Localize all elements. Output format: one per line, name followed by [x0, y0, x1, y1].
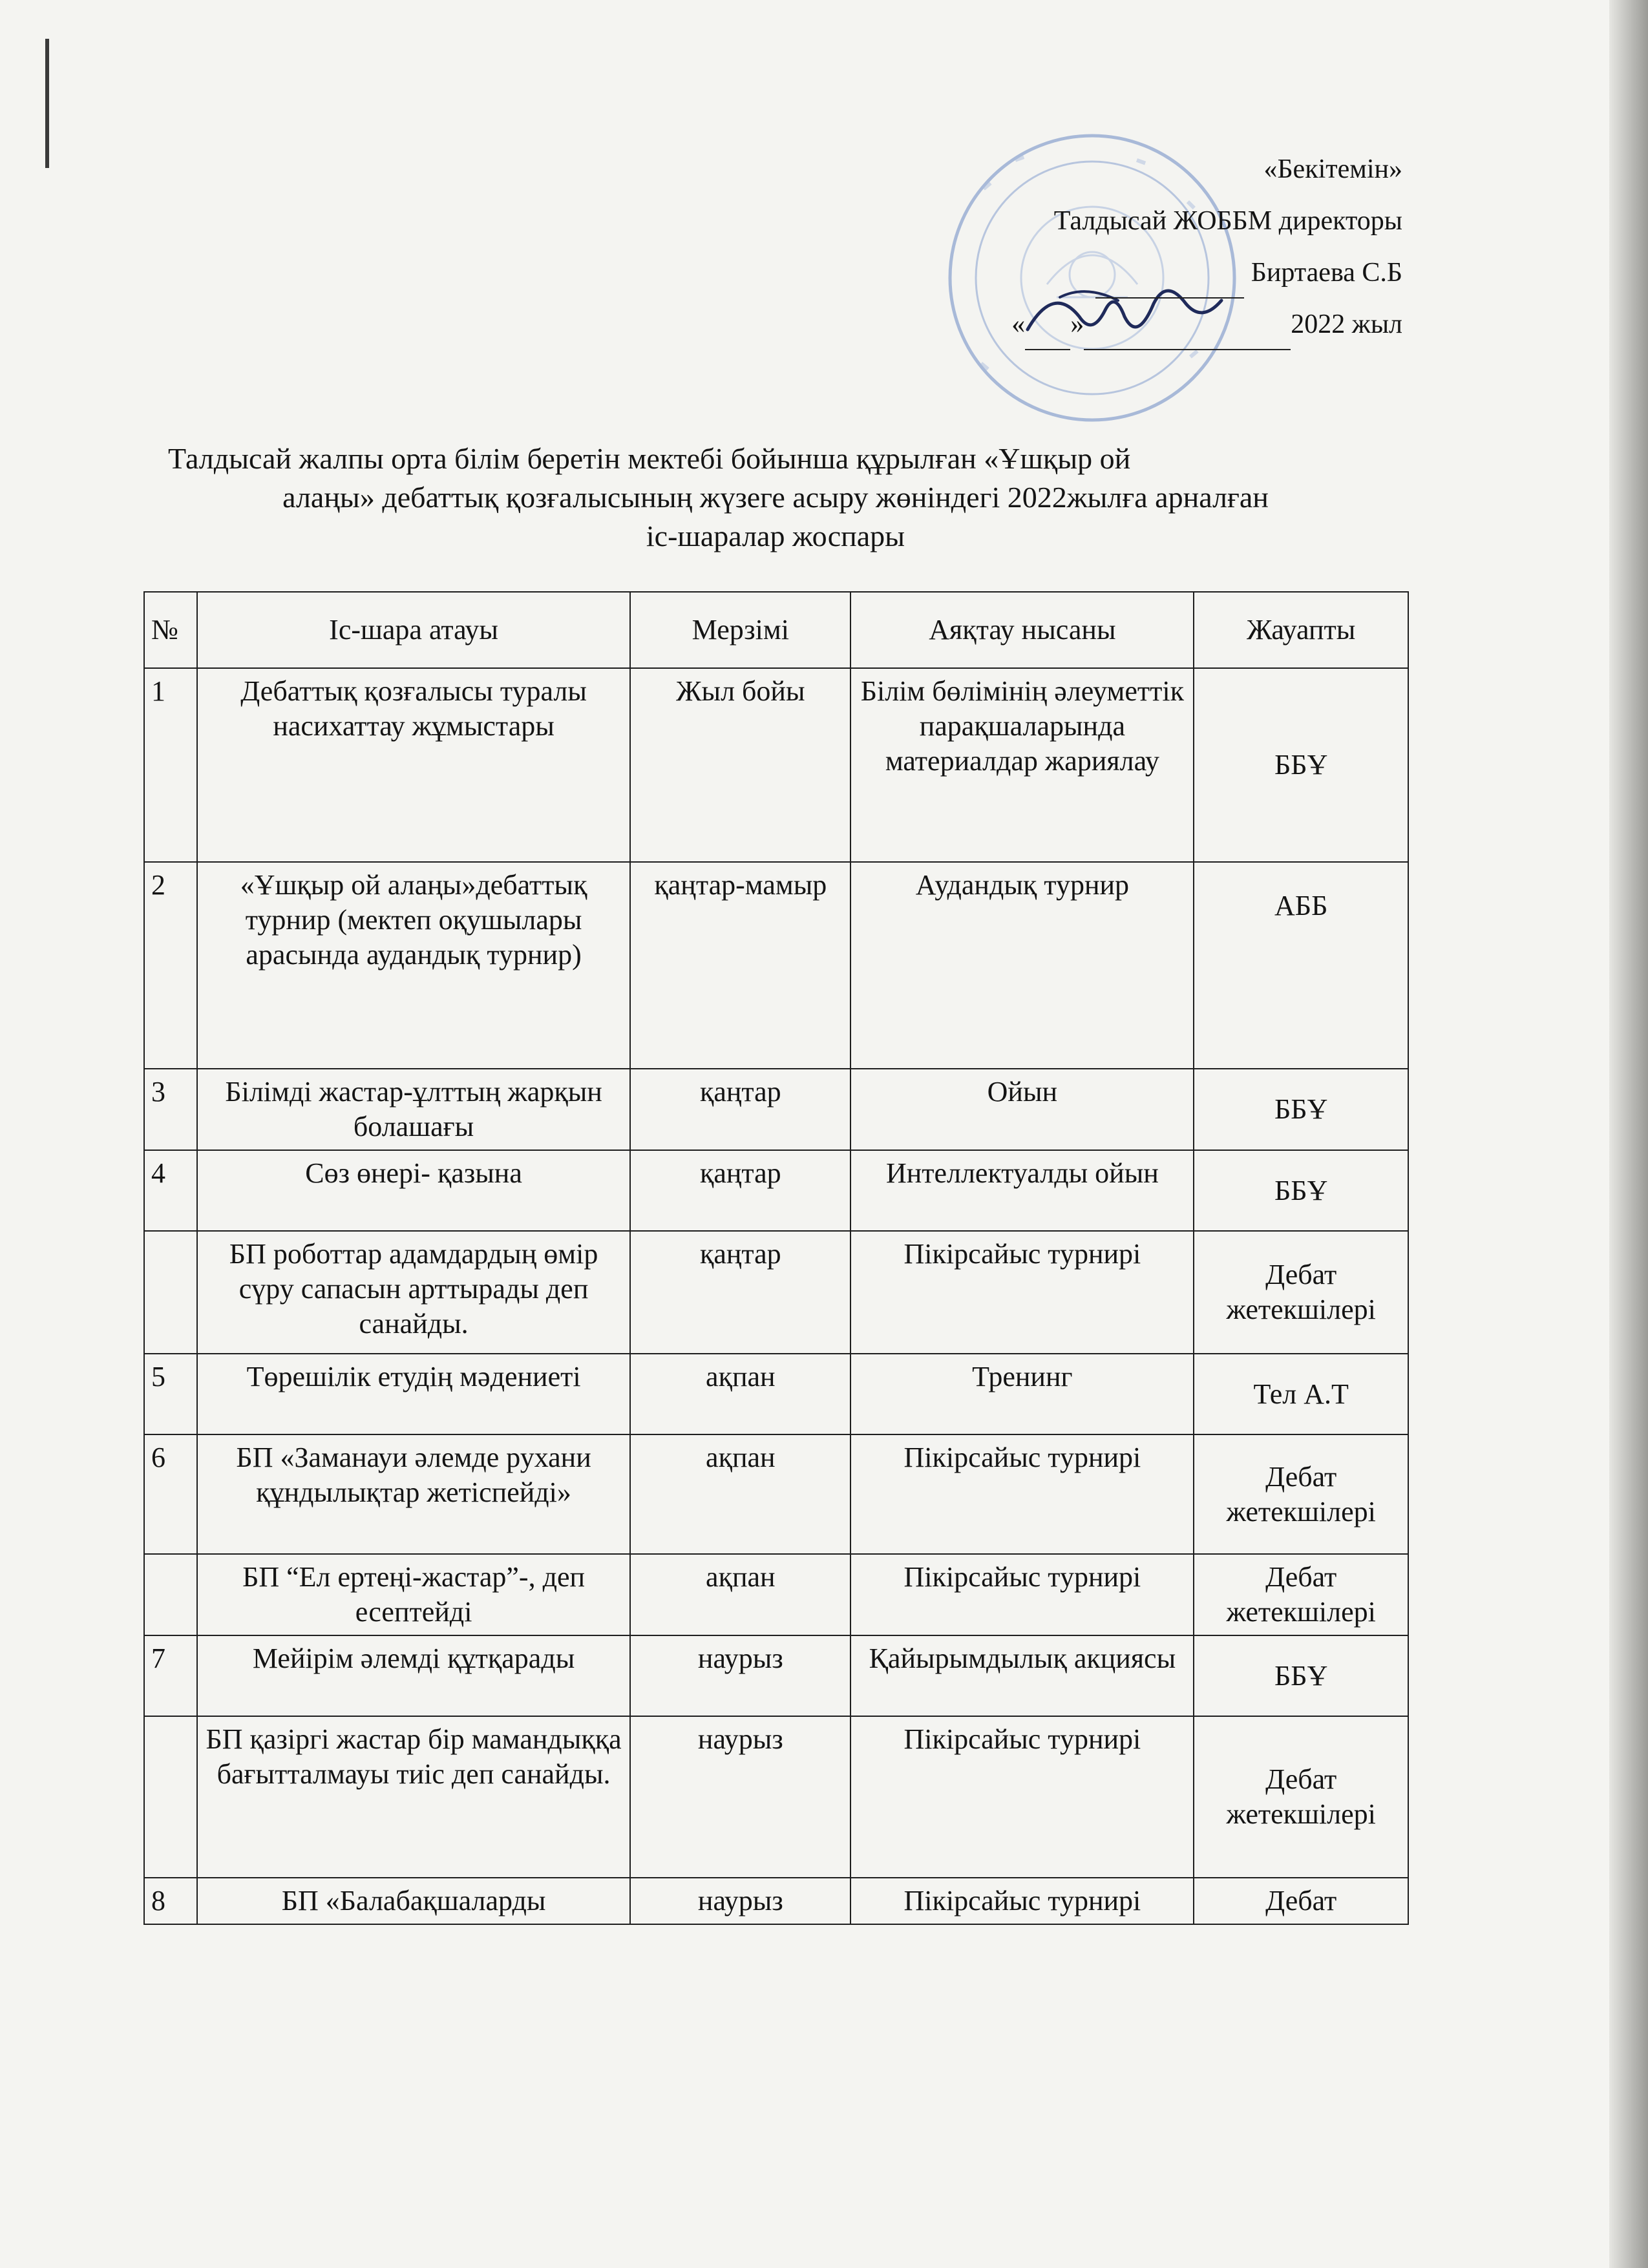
header-term: Мерзімі	[630, 592, 850, 668]
row-term: наурыз	[630, 1878, 850, 1924]
row-number: 8	[144, 1878, 197, 1924]
scan-edge-shadow	[1609, 0, 1648, 2268]
table-row	[144, 862, 1408, 1069]
row-completion-form: Пікірсайыс турнирі	[850, 1434, 1194, 1554]
row-number	[144, 1716, 197, 1878]
row-completion-form: Пікірсайыс турнирі	[850, 1231, 1194, 1354]
row-number	[144, 1231, 197, 1354]
row-event-name: БП қазіргі жастар бір мамандыққа бағытталмауы тиіс деп санайды.	[197, 1716, 630, 1878]
row-completion-form: Қайырымдылық акциясы	[850, 1635, 1194, 1716]
row-event-name: Мейірім әлемді құтқарады	[197, 1635, 630, 1716]
row-number	[144, 1554, 197, 1635]
row-term: Жыл бойы	[630, 668, 850, 862]
table-row	[144, 1150, 1408, 1231]
row-completion-form: Пікірсайыс турнирі	[850, 1716, 1194, 1878]
row-responsible: ББҰ	[1194, 1069, 1408, 1150]
approval-label: «Бекітемін»	[1263, 154, 1402, 184]
title-line-3: іс-шаралар жоспары	[646, 520, 905, 552]
header-number: №	[144, 592, 197, 668]
row-event-name: БП «Балабақшаларды	[197, 1878, 630, 1924]
table-header-row	[144, 592, 1408, 668]
row-term: қаңтар-мамыр	[630, 862, 850, 1069]
title-line-2: алаңы» дебаттық қозғалысының жүзеге асыру жөніндегі 2022жылға арналған	[282, 481, 1269, 514]
row-event-name: БП «Заманауи әлемде рухани құндылықтар жетіспейді»	[197, 1434, 630, 1554]
row-responsible: Дебат	[1194, 1878, 1408, 1924]
row-number: 4	[144, 1150, 197, 1231]
row-responsible: Тел А.Т	[1194, 1354, 1408, 1434]
row-term: қаңтар	[630, 1069, 850, 1150]
row-responsible: Дебат жетекшілері	[1194, 1434, 1408, 1554]
header-event-name: Іс-шара атауы	[197, 592, 630, 668]
approval-signature-line	[1011, 247, 1402, 299]
row-completion-form: Аудандық турнир	[850, 862, 1194, 1069]
document-title	[142, 439, 1409, 556]
row-term: наурыз	[630, 1635, 850, 1716]
table-row	[144, 1635, 1408, 1716]
signature-underline	[1095, 271, 1244, 299]
date-close-quote: »	[1070, 310, 1084, 339]
row-event-name: Сөз өнері- қазына	[197, 1150, 630, 1231]
row-number: 6	[144, 1434, 197, 1554]
row-event-name: Төрешілік етудің мәдениеті	[197, 1354, 630, 1434]
row-event-name: «Ұшқыр ой алаңы»дебаттық турнир (мектеп оқушылары арасында аудандық турнир)	[197, 862, 630, 1069]
row-event-name: БП роботтар адамдардың өмір сүру сапасын арттырады деп санайды.	[197, 1231, 630, 1354]
table-row	[144, 1231, 1408, 1354]
row-responsible: ББҰ	[1194, 1150, 1408, 1231]
approval-date	[1011, 299, 1402, 350]
header-responsible: Жауапты	[1194, 592, 1408, 668]
row-responsible: АББ	[1194, 862, 1408, 1069]
row-responsible: Дебат жетекшілері	[1194, 1716, 1408, 1878]
scan-margin-mark	[45, 39, 49, 168]
approval-block	[1011, 143, 1402, 350]
row-term: ақпан	[630, 1554, 850, 1635]
row-completion-form: Интеллектуалды ойын	[850, 1150, 1194, 1231]
table-row	[144, 668, 1408, 862]
date-year: 2022 жыл	[1291, 310, 1402, 339]
row-term: қаңтар	[630, 1150, 850, 1231]
row-event-name: БП “Ел ертеңі-жастар”-, деп есептейді	[197, 1554, 630, 1635]
row-completion-form: Білім бөлімінің әлеуметтік парақшаларында материалдар жариялау	[850, 668, 1194, 862]
table-row	[144, 1878, 1408, 1924]
date-open-quote: «	[1011, 310, 1026, 339]
header-completion-form: Аяқтау нысаны	[850, 592, 1194, 668]
row-event-name: Дебаттық қозғалысы туралы насихаттау жұмыстары	[197, 668, 630, 862]
row-responsible: ББҰ	[1194, 668, 1408, 862]
row-completion-form: Пікірсайыс турнирі	[850, 1554, 1194, 1635]
row-number: 1	[144, 668, 197, 862]
row-responsible: ББҰ	[1194, 1635, 1408, 1716]
row-completion-form: Ойын	[850, 1069, 1194, 1150]
row-term: наурыз	[630, 1716, 850, 1878]
approval-position: Талдысай ЖОББМ директоры	[1053, 206, 1402, 236]
row-number: 3	[144, 1069, 197, 1150]
title-line-1: Талдысай жалпы орта білім беретін мектебі бойынша құрылған «Ұшқыр ой	[168, 442, 1131, 475]
row-responsible: Дебат жетекшілері	[1194, 1554, 1408, 1635]
row-number: 5	[144, 1354, 197, 1434]
table-row	[144, 1069, 1408, 1150]
row-number: 7	[144, 1635, 197, 1716]
row-event-name: Білімді жастар-ұлттың жарқын болашағы	[197, 1069, 630, 1150]
date-month-line	[1084, 326, 1291, 350]
events-plan-table	[143, 591, 1409, 1925]
row-responsible: Дебат жетекшілері	[1194, 1231, 1408, 1354]
row-completion-form: Тренинг	[850, 1354, 1194, 1434]
row-term: ақпан	[630, 1354, 850, 1434]
table-row	[144, 1554, 1408, 1635]
date-day-line	[1025, 326, 1070, 350]
row-term: қаңтар	[630, 1231, 850, 1354]
table-row	[144, 1434, 1408, 1554]
row-term: ақпан	[630, 1434, 850, 1554]
row-number: 2	[144, 862, 197, 1069]
table-row	[144, 1716, 1408, 1878]
row-completion-form: Пікірсайыс турнирі	[850, 1878, 1194, 1924]
table-row	[144, 1354, 1408, 1434]
approval-name: Биртаева С.Б	[1251, 258, 1402, 288]
